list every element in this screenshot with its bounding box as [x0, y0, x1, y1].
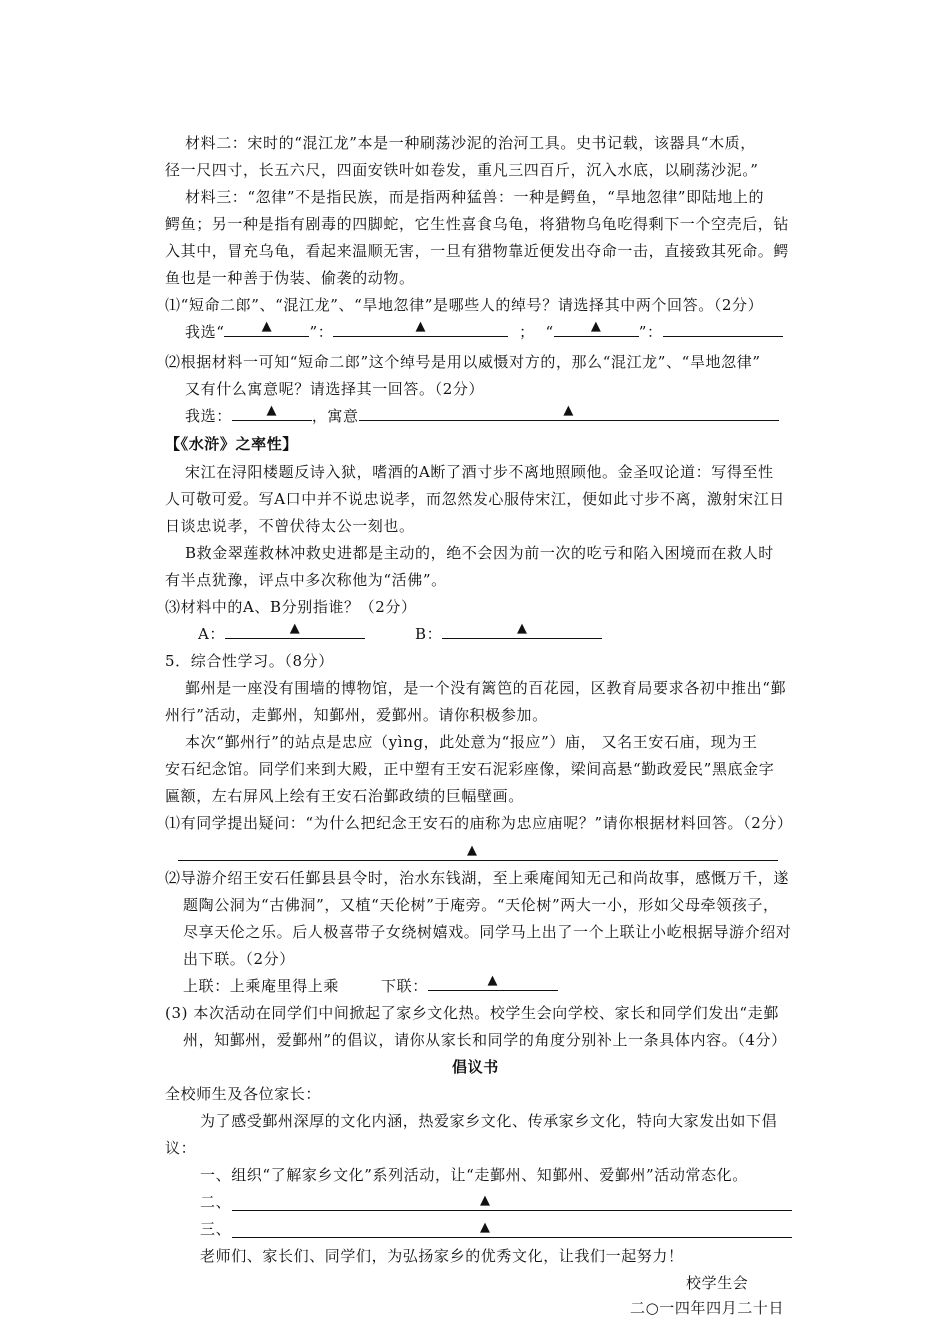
proposal-closing: 老师们、家长们、同学们，为弘扬家乡的优秀文化，让我们一起努力！ [200, 1247, 684, 1265]
answer-blank-1[interactable] [224, 319, 309, 337]
label-b: B： [415, 625, 443, 643]
question-5-title: 5．综合性学习。（8分） [165, 652, 334, 670]
material2-line2: 径一尺四寸，长五六尺，四面安铁叶如卷发，重凡三四百斤，沉入水底，以刷荡沙泥。” [165, 161, 759, 179]
q5-p1-line1: 鄞州是一座没有围墙的博物馆，是一个没有篱笆的百花园，区教育局要求各初中推出“鄞 [185, 679, 787, 697]
answer-marker-icon: ▲ [480, 1193, 490, 1208]
proposal-intro-line1: 为了感受鄞州深厚的文化内涵，热爱家乡文化、传承家乡文化，特向大家发出如下倡 [200, 1112, 778, 1130]
passage-a-line2: 人可敬可爱。写A口中并不说忠说孝，而忽然发心服侍宋江，便如此寸步不离，激射宋江日 [165, 490, 785, 508]
q5-p2-line3: 匾额，左右屏风上绘有王安石治鄞政绩的巨幅壁画。 [165, 787, 524, 805]
proposal-date: 二○一四年四月二十日 [630, 1299, 785, 1317]
lower-couplet-label: 下联： [381, 977, 428, 995]
proposal-item2-label: 二、 [200, 1193, 232, 1211]
material2-line1: 材料二：宋时的“混江龙”本是一种刷荡沙泥的治河工具。史书记载，该器具“木质， [185, 134, 756, 152]
q5-p2-line1: 本次“鄞州行”的站点是忠应（yìng，此处意为“报应”）庙， 又名王安石庙，现为王 [185, 733, 758, 751]
q5-sub2-line4: 出下联。（2分） [183, 950, 295, 968]
question-2-answer-row [185, 403, 779, 426]
answer-marker-icon: ▲ [289, 621, 301, 636]
question-1-answer-row [185, 319, 783, 342]
answer-marker-icon: ▲ [261, 319, 273, 334]
proposal-intro-line2: 议： [165, 1139, 197, 1157]
quote-open: “ [545, 323, 554, 341]
q5-sub3-line1: (3) 本次活动在同学们中间掀起了家乡文化热。校学生会向学校、家长和同学们发出“走鄞 [165, 1004, 779, 1022]
answer-prefix: 我选： [185, 407, 232, 425]
passage-b-line2: 有半点犹豫，评点中多次称他为“活佛”。 [165, 571, 447, 589]
answer-line-item3[interactable] [232, 1237, 792, 1238]
answer-marker-icon: ▲ [487, 973, 499, 988]
answer-blank-couplet[interactable] [428, 973, 558, 991]
proposal-item1: 一、组织“了解家乡文化”系列活动，让“走鄞州、知鄞州、爱鄞州”活动常态化。 [200, 1166, 748, 1184]
q5-p1-line2: 州行”活动，走鄞州，知鄞州，爱鄞州。请你积极参加。 [165, 706, 548, 724]
answer-prefix: 我选“ [185, 323, 225, 341]
answer-marker-icon: ▲ [563, 403, 574, 418]
proposal-item3-label: 三、 [200, 1220, 232, 1238]
answer-marker-icon: ▲ [467, 843, 477, 858]
semicolon: ； [519, 323, 535, 341]
question-2-line2: 又有什么寓意呢？请选择其一回答。（2分） [185, 380, 485, 398]
couplet-row [183, 973, 558, 996]
answer-blank-a[interactable] [225, 621, 365, 639]
answer-marker-icon: ▲ [590, 319, 602, 334]
material3-line1: 材料三：“忽律”不是指民族，而是指两种猛兽：一种是鳄鱼，“旱地忽律”即陆地上的 [185, 188, 765, 206]
q5-sub1: ⑴有同学提出疑问：“为什么把纪念王安石的庙称为忠应庙呢？”请你根据材料回答。（2分） [165, 814, 793, 832]
question-1: ⑴“短命二郎”、“混江龙”、“旱地忽律”是哪些人的绰号？请选择其中两个回答。（2分） [165, 296, 764, 314]
passage-b-line1: B救金翠莲救林冲救史进都是主动的，绝不会因为前一次的吃亏和陷入困境而在救人时 [185, 544, 774, 562]
answer-blank-2[interactable] [333, 319, 508, 337]
answer-blank-3[interactable] [554, 319, 639, 337]
q5-sub2-line1: ⑵导游介绍王安石任鄞县县令时，治水东钱湖，至上乘庵闻知无己和尚故事，感慨万千，遂 [165, 869, 790, 887]
question-3-answer-row [198, 621, 602, 644]
material3-line3: 入其中，冒充乌龟，看起来温顺无害，一旦有猎物靠近便发出夺命一击，直接致其死命。鳄 [165, 242, 790, 260]
upper-couplet: 上联：上乘庵里得上乘 [183, 977, 340, 995]
meaning-label: ，寓意 [311, 407, 359, 425]
q5-sub2-line3: 尽享天伦之乐。后人极喜带子女绕树嬉戏。同学马上出了一个上联让小屹根据导游介绍对 [183, 923, 792, 941]
label-a: A： [198, 625, 226, 643]
answer-marker-icon: ▲ [415, 319, 427, 334]
answer-line-sub1[interactable] [178, 860, 778, 861]
answer-marker-icon: ▲ [266, 403, 278, 418]
quote-close: ”： [638, 323, 663, 341]
proposal-salutation: 全校师生及各位家长： [165, 1085, 322, 1103]
material3-line2: 鳄鱼；另一种是指有剧毒的四脚蛇，它生性喜食乌龟，将猎物乌龟吃得剩下一个空壳后，钻 [165, 215, 790, 233]
question-3: ⑶材料中的A、B分别指谁？（2分） [165, 598, 417, 616]
quote-close: ”： [309, 323, 334, 341]
q5-sub3-line2: 州，知鄞州，爱鄞州”的倡议，请你从家长和同学的角度分别补上一条具体内容。（4分） [183, 1031, 787, 1049]
passage-a-line3: 日谈忠说孝，不曾伏待太公一刻也。 [165, 517, 415, 535]
answer-marker-icon: ▲ [516, 621, 528, 636]
answer-blank-meaning[interactable] [359, 403, 779, 421]
answer-blank-4[interactable] [663, 322, 783, 337]
proposal-title: 倡议书 [452, 1058, 499, 1076]
question-2-line1: ⑵根据材料一可知“短命二郎”这个绰号是用以威慑对方的，那么“混江龙”、“旱地忽律” [165, 353, 761, 371]
q5-sub2-line2: 题陶公洞为“古佛洞”，又植“天伦树”于庵旁。“天伦树”两大一小，形如父母牵领孩子， [183, 896, 779, 914]
answer-blank-choice[interactable] [232, 403, 312, 421]
answer-blank-b[interactable] [442, 621, 602, 639]
answer-line-item2[interactable] [232, 1210, 792, 1211]
proposal-signer: 校学生会 [686, 1274, 749, 1292]
answer-marker-icon: ▲ [480, 1220, 490, 1235]
material3-line4: 鱼也是一种善于伪装、偷袭的动物。 [165, 269, 415, 287]
q5-p2-line2: 安石纪念馆。同学们来到大殿，正中塑有王安石泥彩座像，梁间高悬“勤政爱民”黑底金字 [165, 760, 775, 778]
section-title: 【《水浒》之率性】 [165, 435, 298, 453]
passage-a-line1: 宋江在浔阳楼题反诗入狱，嗜酒的A断了酒寸步不离地照顾他。金圣叹论道：写得至性 [185, 463, 774, 481]
